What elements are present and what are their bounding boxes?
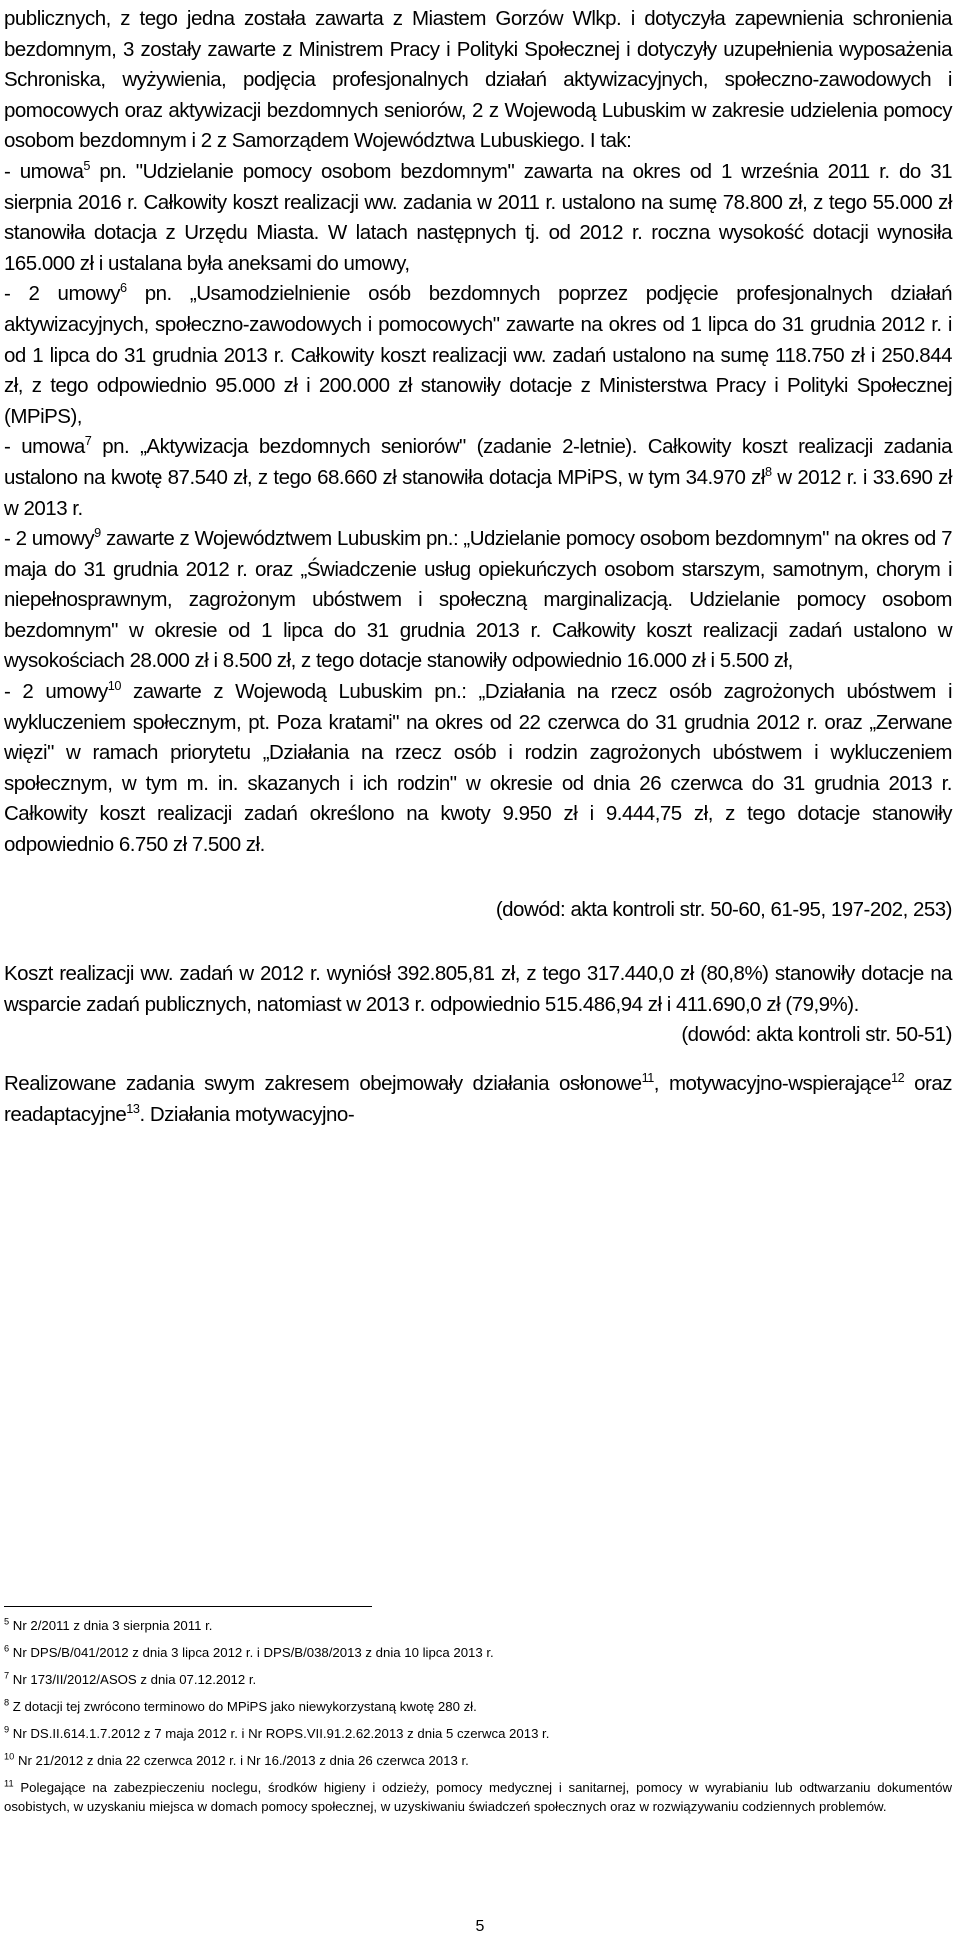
- footnote-5: $^5$ Nr 2/2011 z dnia 3 sierpnia 2011 r.: [4, 1616, 213, 1633]
- list-item-agreement-6: - 2 umowy$^6$ pn. „Usamodzielnienie osób bezdomnych poprzez podjęcie profesjonalnych działań aktywizacyjnych, społeczno-zawodowych i pomocowych" zawarte na okres od 1 lipca do 31 grudnia 2012 r. i od 1 lipca do 31 grudnia 2013 r. Całkowity koszt realizacji ww. zadań ustalono na sumę 118.750 zł i 250.844 zł, z tego odpowiednio 95.000 zł i 200.000 zł stanowiły dotacje z Ministerstwa Pracy i Polityki Społecznej (MPiPS),: [4, 280, 952, 428]
- main-text: [4, 4, 952, 1130]
- footnotes: [4, 1616, 952, 1816]
- paragraph-intro: publicznych, z tego jedna została zawarta z Miastem Gorzów Wlkp. i dotyczyła zapewnienia schronienia bezdomnym, 3 zostały zawarte z Ministrem Pracy i Polityki Społecznej i dotyczyły uzupełnienia wyposażenia Schroniska, wyżywienia, podjęcia profesjonalnych działań aktywizacyjnych, społeczno-zawodowych i pomocowych oraz aktywizacji bezdomnych seniorów, 2 z Wojewodą Lubuskim w zakresie udzielenia pomocy osobom bezdomnym i 2 z Samorządem Województwa Lubuskiego. I tak:: [4, 7, 952, 153]
- footnote-ref-5: 5: [83, 158, 90, 174]
- list-item-agreement-10: - 2 umowy$^{10}$ zawarte z Wojewodą Lubuskim pn.: „Działania na rzecz osób zagrożonych ubóstwem i wykluczeniem społecznym, pt. Poza kratami" na okres od 22 czerwca do 31 grudnia 2012 r. oraz „Zerwane więzi" w ramach priorytetu „Działania na rzecz osób i rodzin zagrożonych ubóstwem i wykluczeniem społecznym, w tym m. in. skazanych i ich rodzin" w okresie od dnia 26 czerwca do 31 grudnia 2013 r. Całkowity koszt realizacji zadań określono na kwoty 9.950 zł i 9.444,75 zł, z tego dotacje stanowiły odpowiednio 6.750 zł 7.500 zł.: [4, 678, 952, 857]
- footnote-separator: [4, 1606, 372, 1607]
- footnote-8: $^8$ Z dotacji tej zwrócono terminowo do MPiPS jako niewykorzystaną kwotę 280 zł.: [4, 1697, 477, 1714]
- list-item-agreement-9: - 2 umowy$^9$ zawarte z Województwem Lubuskim pn.: „Udzielanie pomocy osobom bezdomnym" na okres od 7 maja do 31 grudnia 2012 r. oraz „Świadczenie usług opiekuńczych osobom starszym, samotnym, chorym i niepełnosprawnym, zagrożonym ubóstwem i społeczną marginalizacją. Udzielanie pomocy osobom bezdomnym" w okresie od 1 lipca do 31 grudnia 2013 r. Całkowity koszt realizacji zadań ustalono w wysokościach 28.000 zł i 8.500 zł, z tego dotacje stanowiły odpowiednio 16.000 zł i 5.500 zł,: [4, 525, 952, 673]
- footnote-ref-10: 10: [107, 678, 121, 694]
- footnote-11: $^{11}$ Polegające na zabezpieczeniu noclegu, środków higieny i odzieży, pomocy medycznej i sanitarnej, pomocy w wyrabianiu lub odtwarzaniu dokumentów osobistych, w uzyskaniu miejsca w domach pomocy społecznej, w uzyskiwaniu świadczeń społecznych oraz w rozwiązywaniu codziennych problemów.: [4, 1778, 952, 1814]
- evidence-note-1: (dowód: akta kontroli str. 50-60, 61-95, 197-202, 253): [495, 897, 952, 921]
- footnote-6: $^6$ Nr DPS/B/041/2012 z dnia 3 lipca 2012 r. i DPS/B/038/2013 z dnia 10 lipca 2013 r.: [4, 1643, 494, 1660]
- footnote-ref-7: 7: [84, 433, 92, 449]
- footnote-7: $^7$ Nr 173/II/2012/ASOS z dnia 07.12.2012 r.: [4, 1670, 257, 1687]
- footnote-ref-11: 11: [641, 1070, 654, 1086]
- page-number: 5: [475, 1918, 485, 1935]
- evidence-note-2: (dowód: akta kontroli str. 50-51): [681, 1023, 952, 1047]
- footnote-ref-8: 8: [764, 464, 772, 480]
- paragraph-scope: Realizowane zadania swym zakresem obejmowały działania osłonowe$^{11}$, motywacyjno-wspierające$^{12}$ oraz readaptacyjne$^{13}$. Działania motywacyjno-: [4, 1070, 952, 1126]
- paragraph-cost: Koszt realizacji ww. zadań w 2012 r. wyniósł 392.805,81 zł, z tego 317.440,0 zł (80,8%) stanowiły dotacje na wsparcie zadań publicznych, natomiast w 2013 r. odpowiednio 515.486,94 zł i 411.690,0 zł (79,9%).: [4, 962, 952, 1016]
- footnote-ref-13: 13: [126, 1100, 140, 1116]
- list-item-agreement-5: - umowa$^5$ pn. "Udzielanie pomocy osobom bezdomnym" zawarta na okres od 1 września 2011 r. do 31 sierpnia 2016 r. Całkowity koszt realizacji ww. zadania w 2011 r. ustalono na sumę 78.800 zł, z tego 55.000 zł stanowiła dotacja z Urzędu Miasta. W latach następnych tj. od 2012 r. roczna wysokość dotacji wynosiła 165.000 zł i ustalana była aneksami do umowy,: [4, 158, 953, 275]
- list-item-agreement-7: - umowa$^7$ pn. „Aktywizacja bezdomnych seniorów" (zadanie 2-letnie). Całkowity koszt realizacji zadania ustalono na kwotę 87.540 zł, z tego 68.660 zł stanowiła dotacja MPiPS, w tym 34.970 $zł^8$ w 2012 r. i 33.690 zł w 2013 r.: [4, 433, 952, 520]
- footnote-9: $^9$ Nr DS.II.614.1.7.2012 z 7 maja 2012 r. i Nr ROPS.VII.91.2.62.2013 z dnia 5 czerwca 2013 r.: [4, 1724, 550, 1741]
- footnote-ref-12: 12: [891, 1070, 905, 1086]
- footnote-10: $^{10}$ Nr 21/2012 z dnia 22 czerwca 2012 r. i Nr 16./2013 z dnia 26 czerwca 2013 r.: [4, 1751, 469, 1768]
- footnote-ref-6: 6: [119, 280, 127, 296]
- footnote-ref-9: 9: [94, 525, 101, 541]
